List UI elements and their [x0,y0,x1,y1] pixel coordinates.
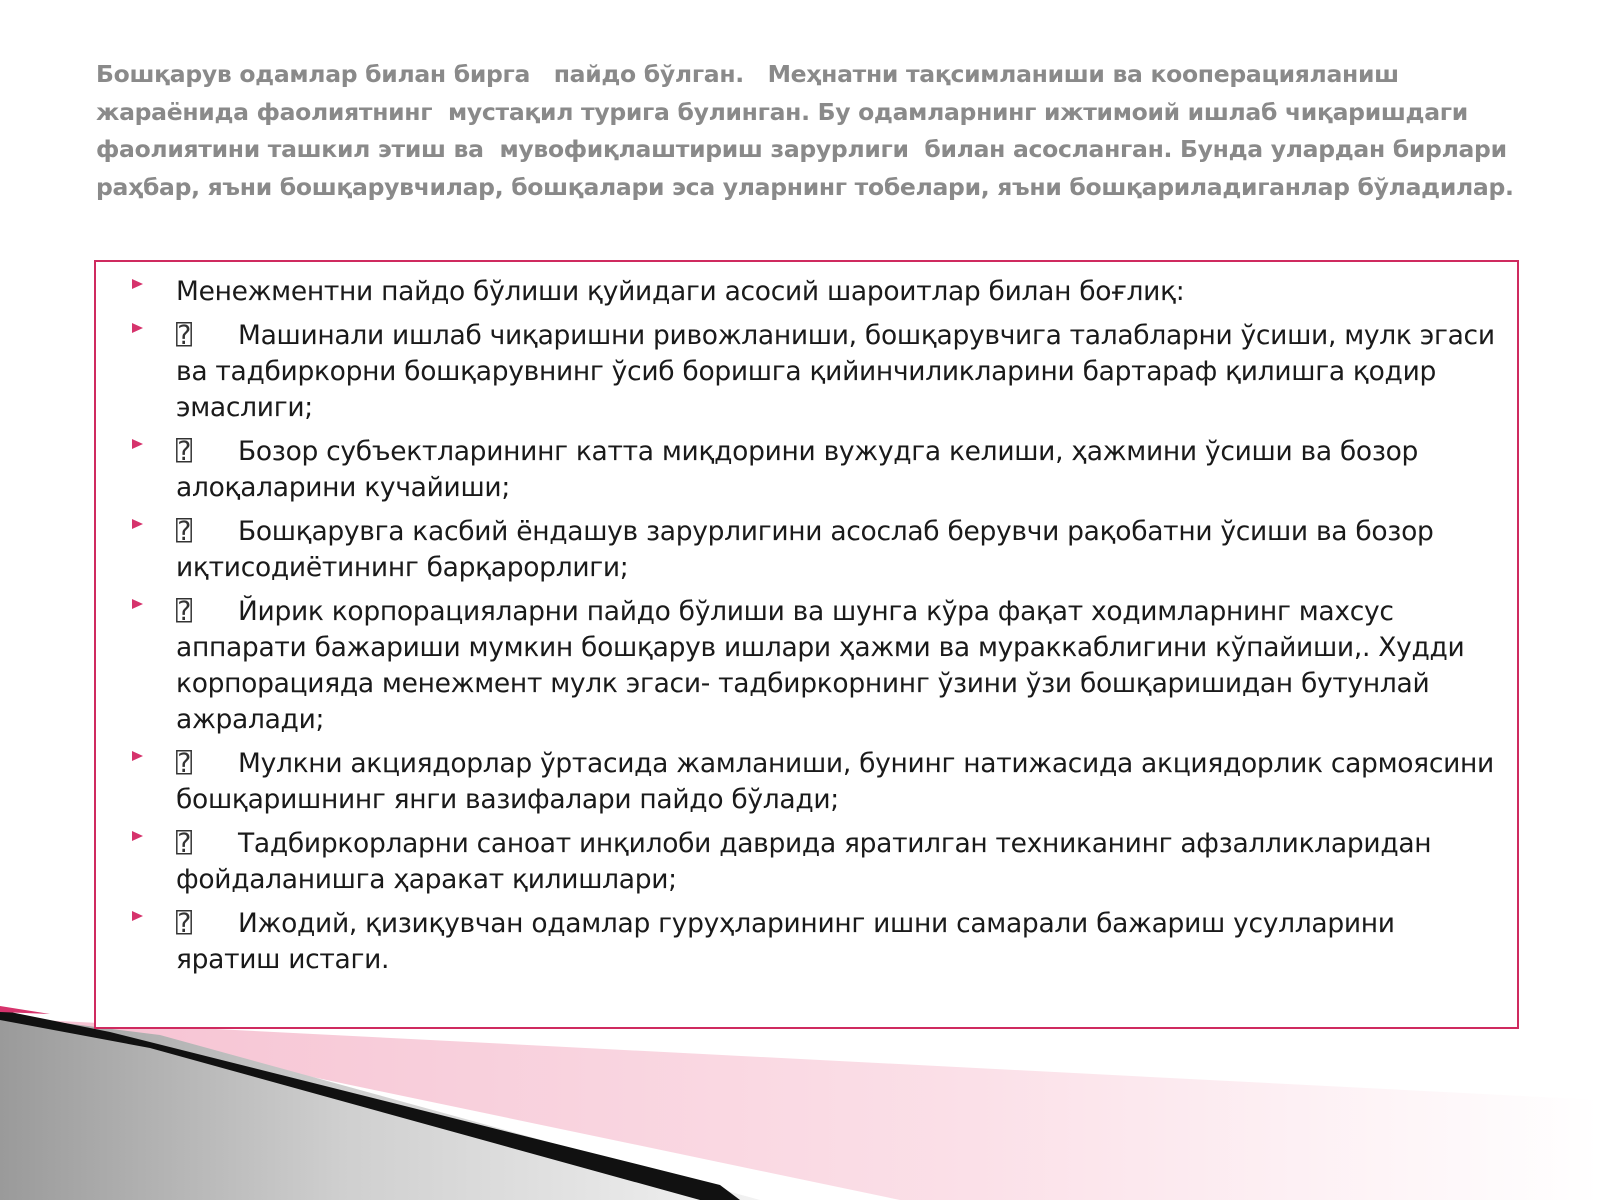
list-item [96,594,1517,738]
bullet-text: Йирик корпорацияларни пайдо бўлиши ва шунга кўра фақат ходимларнинг махсус аппарати бажариши мумкин бошқарув ишлари ҳажми ва мураккаблигини кўпайиши,. Худди корпорацияда менежмент мулк эгаси- тадбиркорнинг ўзини ўзи бошқаришидан бутунлай ажралади; [176,596,1465,735]
missing-glyph-icon: ⍰ [176,748,192,779]
list-item [96,906,1517,978]
bullet-text: Менежментни пайдо бўлиши қуйидаги асосий шароитлар билан боғлиқ: [176,276,1185,307]
bullet-arrow-icon [132,279,143,289]
list-item [96,746,1517,818]
missing-glyph-icon: ⍰ [176,516,192,547]
bullet-text: Машинали ишлаб чиқаришни ривожланиши, бошқарувчига талабларни ўсиши, мулк эгаси ва тадбиркорни бошқарувнинг ўсиб боришга қийинчиликларини бартараф қилишга қодир эмаслиги; [176,320,1495,423]
missing-glyph-icon: ⍰ [176,436,192,467]
bullet-arrow-icon [132,751,143,761]
list-item [96,826,1517,898]
list-item [96,274,1517,310]
bullet-arrow-icon [132,599,143,609]
slide-title: Бошқарув одамлар билан бирга пайдо бўлган. Меҳнатни тақсимланиши ва кооперацияланиш жараёнида фаолиятнинг мустақил турига булинган. Бу одамларнинг ижтимоий ишлаб чиқаришдаги фаолиятини ташкил этиш ва мувофиқлаштириш зарурлиги билан асосланган. Бунда улардан бирлари раҳбар, яъни бошқарувчилар, бошқалари эса уларнинг тобелари, яъни бошқариладиганлар бўладилар. [96,60,1523,201]
missing-glyph-icon: ⍰ [176,320,192,351]
bullet-arrow-icon [132,831,143,841]
missing-glyph-icon: ⍰ [176,828,192,859]
missing-glyph-icon: ⍰ [176,908,192,939]
bullet-text: Мулкни акциядорлар ўртасида жамланиши, бунинг натижасида акциядорлик сармоясини бошқаришнинг янги вазифалари пайдо бўлади; [176,748,1494,815]
bullet-list [96,274,1517,986]
bullet-text: Бошқарувга касбий ёндашув зарурлигини асослаб берувчи рақобатни ўсиши ва бозор иқтисодиётининг барқарорлиги; [176,516,1434,583]
bullet-arrow-icon [132,911,143,921]
bullet-text: Бозор субъектларининг катта миқдорини вужудга келиши, ҳажмини ўсиши ва бозор алоқаларини кучайиши; [176,436,1419,503]
bullet-arrow-icon [132,439,143,449]
missing-glyph-icon: ⍰ [176,596,192,627]
bullet-arrow-icon [132,323,143,333]
list-item [96,434,1517,506]
bullet-arrow-icon [132,519,143,529]
bullet-text: Ижодий, қизиқувчан одамлар гуруҳларининг ишни самарали бажариш усулларини яратиш истаги. [176,908,1395,975]
bullet-text: Тадбиркорларни саноат инқилоби даврида яратилган техниканинг афзалликларидан фойдаланишга ҳаракат қилишлари; [176,828,1432,895]
list-item [96,514,1517,586]
content-box [94,260,1519,1029]
list-item [96,318,1517,426]
